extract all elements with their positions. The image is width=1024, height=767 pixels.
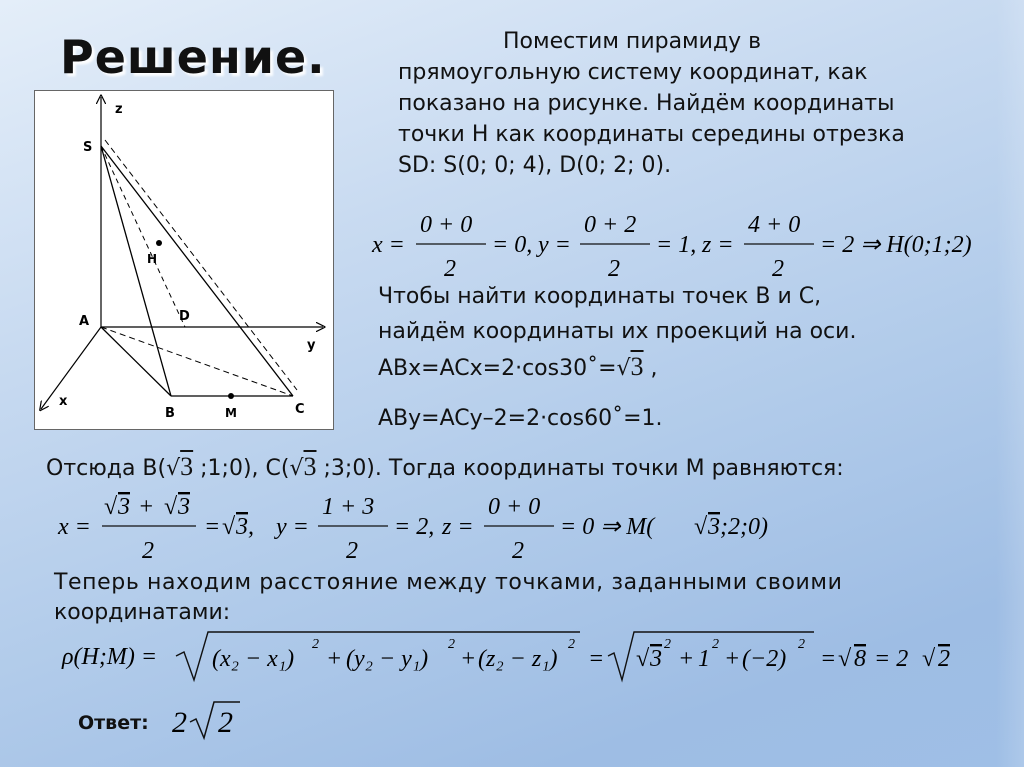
background-stripe xyxy=(996,0,1024,767)
answer-value xyxy=(170,698,250,742)
proj-line-3-text: ABx=ACx=2·cos30˚= xyxy=(378,356,617,381)
fh-y-lhs: y = xyxy=(538,232,571,258)
fd-plus-2: + xyxy=(460,646,477,672)
fh-x-lhs: x = xyxy=(372,232,405,258)
edge-sd-dashed xyxy=(101,146,185,327)
sqrt-sign: √ xyxy=(616,356,631,381)
point-h xyxy=(156,240,162,246)
answer-coef: 2 xyxy=(172,706,187,739)
intro-line-3: показано на рисунке. Найдём координаты xyxy=(398,91,895,116)
fm-y-res: = 2, xyxy=(394,514,435,540)
fd-lhs: ρ(H;M) = xyxy=(62,644,158,670)
label-z: z xyxy=(115,102,123,117)
bc-part-c: ;3;0). Тогда координаты точки M равняются: xyxy=(316,456,844,481)
bc-root-1: 3 xyxy=(180,452,194,481)
bc-root-2: 3 xyxy=(303,452,317,481)
fd-eq-2: = xyxy=(820,646,837,672)
point-m xyxy=(228,393,234,399)
fm-z-den: 2 xyxy=(512,538,524,564)
intro-paragraph xyxy=(398,26,998,181)
fm-x-num-b: 3 xyxy=(178,494,190,520)
fd-plus-1: + xyxy=(326,646,343,672)
fd-term-2: (y₂ − y₁) xyxy=(346,646,429,672)
label-b: B xyxy=(165,406,175,421)
fh-y-res: = 1, xyxy=(656,232,697,258)
fm-sqrt-1: √ xyxy=(104,494,118,520)
label-c: C xyxy=(295,402,305,417)
formula-distance xyxy=(58,626,978,688)
bc-line xyxy=(46,450,844,486)
answer-label: Ответ: xyxy=(78,712,149,734)
intro-line-5: SD: S(0; 0; 4), D(0; 2; 0). xyxy=(398,153,672,178)
pyramid-svg xyxy=(35,91,333,429)
distance-line-1: Теперь находим расстояние между точками, заданными своими xyxy=(54,570,843,595)
fm-z-num: 0 + 0 xyxy=(488,494,541,520)
edge-ab xyxy=(101,327,171,396)
fm-z-res: = 0 ⇒ M( xyxy=(560,514,655,540)
fh-z-num: 4 + 0 xyxy=(748,212,801,238)
fm-sqrt-2: √ xyxy=(164,494,178,520)
fh-y-den: 2 xyxy=(608,256,620,282)
intro-line-2: прямоугольную систему координат, как xyxy=(398,60,868,85)
sqrt-sign: √ xyxy=(166,456,181,481)
intro-line-4: точки H как координаты середины отрезка xyxy=(398,122,905,147)
fd-eq-1: = xyxy=(588,646,605,672)
pyramid-diagram xyxy=(34,90,334,430)
formula-h xyxy=(368,206,998,284)
fm-y-den: 2 xyxy=(346,538,358,564)
fm-x-res-root: 3 xyxy=(236,514,248,540)
fd-r3: (−2) xyxy=(742,646,787,672)
fh-z-res: = 2 ⇒ H(0;1;2) xyxy=(820,232,972,258)
label-x: x xyxy=(59,394,68,409)
fd-r1: 3 xyxy=(650,646,662,672)
proj-line-2: найдём координаты их проекций на оси. xyxy=(378,319,857,344)
fh-x-num: 0 + 0 xyxy=(420,212,473,238)
fh-z-den: 2 xyxy=(772,256,784,282)
label-m: M xyxy=(225,406,237,420)
fd-final-sqrt-sign: √ xyxy=(922,646,936,672)
formula-m xyxy=(54,488,814,566)
fm-x-res-eq: = xyxy=(204,514,221,540)
edge-sc xyxy=(101,146,293,396)
fd-sqrt-3-sign: √ xyxy=(636,646,650,672)
fd-plus-3: + xyxy=(678,646,695,672)
label-s: S xyxy=(83,140,93,155)
edge-sb xyxy=(101,146,171,396)
label-y: y xyxy=(307,338,316,353)
edge-ac-dashed xyxy=(101,327,293,396)
fd-r8: 8 xyxy=(854,646,866,672)
fm-x-res-comma: , xyxy=(248,514,254,540)
fm-y-num: 1 + 3 xyxy=(322,494,375,520)
fd-sq-5: 2 xyxy=(712,637,719,652)
x-axis xyxy=(41,327,101,409)
proj-root-value: 3 xyxy=(630,352,644,381)
fm-sqrt-4: √ xyxy=(694,514,708,540)
distance-line-2: координатами: xyxy=(54,600,231,625)
fd-sq-4: 2 xyxy=(664,637,671,652)
fm-z-lhs: z = xyxy=(442,514,474,540)
fh-x-res: = 0, xyxy=(492,232,533,258)
fd-plus-4: + xyxy=(724,646,741,672)
fd-r2: 1 xyxy=(698,646,710,672)
fm-m-tail: ;2;0) xyxy=(720,514,768,540)
bc-part-b: ;1;0), C( xyxy=(193,456,290,481)
fh-x-den: 2 xyxy=(444,256,456,282)
fd-final-root: 2 xyxy=(938,646,950,672)
proj-line-3-tail: , xyxy=(643,356,658,381)
sqrt-sign: √ xyxy=(289,456,304,481)
label-a: A xyxy=(79,314,90,329)
fm-m-root: 3 xyxy=(708,514,720,540)
bc-part-a: Отсюда B( xyxy=(46,456,167,481)
fd-eq-3: = 2 xyxy=(874,646,909,672)
fd-term-1: (x₂ − x₁) xyxy=(212,646,295,672)
answer-root: 2 xyxy=(218,706,233,739)
fd-sq-3: 2 xyxy=(568,637,575,652)
fm-x-num-a: 3 xyxy=(118,494,130,520)
fh-y-num: 0 + 2 xyxy=(584,212,637,238)
fm-sqrt-3: √ xyxy=(222,514,236,540)
fd-sq-6: 2 xyxy=(798,637,805,652)
fd-sq-2: 2 xyxy=(448,637,455,652)
proj-line-3 xyxy=(378,350,658,386)
label-d: D xyxy=(179,309,190,324)
fm-y-lhs: y = xyxy=(276,514,309,540)
proj-line-4: ABy=ACy–2=2·cos60˚=1. xyxy=(378,406,663,431)
intro-line-1: Поместим пирамиду в xyxy=(503,29,762,54)
fd-sqrt-8-sign: √ xyxy=(838,646,852,672)
fd-sq-1: 2 xyxy=(312,637,319,652)
label-h: H xyxy=(147,252,158,266)
fm-x-den: 2 xyxy=(142,538,154,564)
fm-x-plus: + xyxy=(132,494,161,520)
proj-line-1: Чтобы найти координаты точек B и C, xyxy=(378,284,822,309)
slide-title: Решение. xyxy=(60,30,326,84)
fd-term-3: (z₂ − z₁) xyxy=(478,646,558,672)
fm-x-lhs: x = xyxy=(58,514,91,540)
fh-z-lhs: z = xyxy=(702,232,734,258)
